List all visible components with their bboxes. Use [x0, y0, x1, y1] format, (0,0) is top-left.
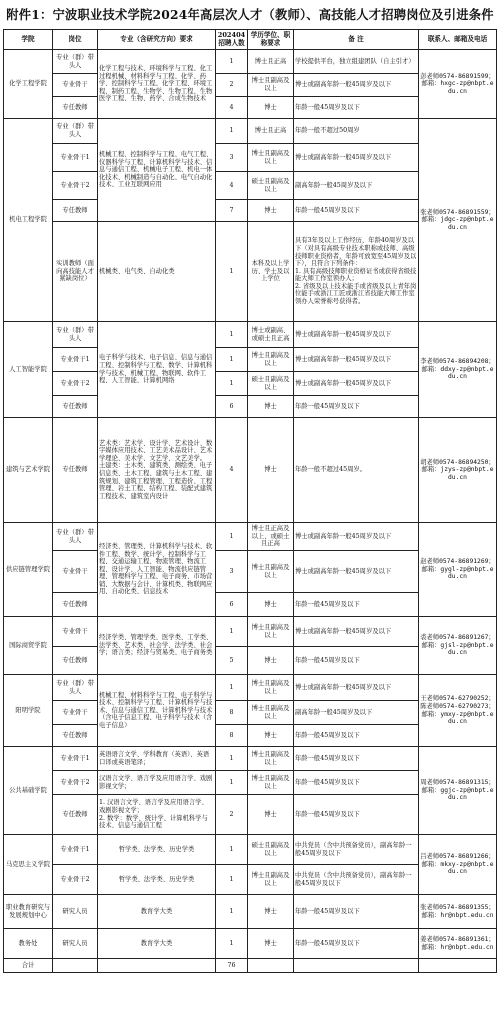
post-cell: 专业（群）带头人	[53, 119, 98, 144]
contact-cell: 张老师0574-86891355；邮箱：hr@nbpt.edu.cn	[419, 895, 497, 929]
degree-cell: 博士	[248, 795, 294, 835]
note-cell: 博士或副高年龄一般45周岁及以下	[294, 348, 419, 372]
total-label: 合计	[4, 959, 53, 973]
post-cell: 专业骨干2	[53, 372, 98, 396]
note-cell: 年龄一般45周岁及以下	[294, 97, 419, 119]
post-cell: 专任教师	[53, 593, 98, 617]
major-cell: 哲学类、法学类、历史学类	[98, 865, 216, 895]
count-cell: 4	[216, 418, 248, 523]
degree-cell: 博士且副高及以上	[248, 865, 294, 895]
note-cell: 年龄一般45周岁及以下	[294, 396, 419, 418]
post-cell: 专业（群）带头人	[53, 675, 98, 701]
note-cell: 年龄一般45周岁及以下	[294, 200, 419, 222]
note-cell: 博士或副高年龄一般45周岁及以下	[294, 617, 419, 647]
table-row	[4, 50, 497, 74]
post-cell: 实训教师（面向高技能人才紧缺岗位）	[53, 222, 98, 322]
degree-cell: 博士	[248, 418, 294, 523]
major-cell: 教育学大类	[98, 895, 216, 929]
college-cell: 国际商贸学院	[4, 617, 53, 675]
header-major: 专业（含研究方向）要求	[98, 30, 216, 50]
college-cell: 公共基础学院	[4, 747, 53, 835]
major-cell: 汉语言文学、语言学及应用语言学、戏剧影视文学；	[98, 771, 216, 795]
count-cell: 2	[216, 795, 248, 835]
header-degree: 学历学位、职称要求	[248, 30, 294, 50]
note-cell: 中共党员（含中共预备党员），副高年龄一般45周岁及以下	[294, 835, 419, 865]
post-cell: 专业骨干2	[53, 771, 98, 795]
post-cell: 专任教师	[53, 647, 98, 675]
post-cell: 专业（群）带头人	[53, 50, 98, 74]
empty-cell	[294, 959, 419, 973]
college-cell: 建筑与艺术学院	[4, 418, 53, 523]
major-cell: 电子科学与技术、电子信息、信息与通信工程、控制科学与工程、数学、计算机科学与技术、机械工程、物联网、软件工程、人工智能、计算机网络	[98, 322, 216, 418]
count-cell: 1	[216, 617, 248, 647]
table-row	[4, 747, 497, 771]
header-row	[4, 30, 497, 50]
table-row	[4, 675, 497, 701]
degree-cell: 博士且正高及以上、或硕士且正高	[248, 523, 294, 551]
table-row	[4, 322, 497, 348]
major-cell: 机械工程、控制科学与工程、电气工程、仪器科学与工程、计算机科学与技术、信息与通信工程、机械电子工程、机电一体化技术、机械制造与自动化、电气自动化技术、工业互联网应用	[98, 119, 216, 222]
count-cell: 1	[216, 222, 248, 322]
header-contact: 联系人、邮箱及电话	[419, 30, 497, 50]
table-row	[4, 895, 497, 929]
note-cell: 博士或副高年龄一般45周岁及以下	[294, 144, 419, 172]
degree-cell: 博士且副高及以上	[248, 551, 294, 593]
post-cell: 专业（群）带头人	[53, 322, 98, 348]
note-cell: 年龄一般45周岁及以下	[294, 647, 419, 675]
contact-cell: 裘老师0574-86891267；邮箱：gjsl-zp@nbpt.edu.cn	[419, 617, 497, 675]
post-cell: 专任教师	[53, 418, 98, 523]
post-cell: 专业骨干	[53, 551, 98, 593]
major-cell: 哲学类、法学类、历史学类	[98, 835, 216, 865]
degree-cell: 博士且副高及以上	[248, 771, 294, 795]
contact-cell: 张老师0574-86891559；邮箱：jdgc-zp@nbpt.edu.cn	[419, 119, 497, 322]
degree-cell: 博士	[248, 929, 294, 959]
note-cell: 博士或副高年龄一般45周岁及以下	[294, 523, 419, 551]
college-cell: 人工智能学院	[4, 322, 53, 418]
total-count: 76	[216, 959, 248, 973]
post-cell: 研究人员	[53, 895, 98, 929]
note-cell: 博士或副高年龄一般45周岁及以下	[294, 372, 419, 396]
note-cell: 年龄一般45周岁及以下	[294, 593, 419, 617]
major-cell: 经济类、管理类、计算机科学与技术、软件工程、数学、统计学、控制科学与工程、交通运输工程、物流管理、物流工程、设计学、人工智能、物流供应链管理、管理科学与工程、电子商务、市场营销、大数据与会计、计算机类、物联网应用、自动化类、信息技术	[98, 523, 216, 617]
empty-cell	[419, 959, 497, 973]
degree-cell: 博士	[248, 895, 294, 929]
post-cell: 专任教师	[53, 795, 98, 835]
degree-cell: 博士	[248, 97, 294, 119]
post-cell: 专业骨干1	[53, 835, 98, 865]
note-cell: 博士或副高年龄一般45周岁及以下	[294, 322, 419, 348]
major-cell: 1. 汉语言文学、语言学及应用语言学、戏剧影视文学； 2. 数学：数学、统计学、计算机科学与技术、信息与通信工程	[98, 795, 216, 835]
post-cell: 专业骨干	[53, 701, 98, 725]
empty-cell	[53, 959, 98, 973]
table-row	[4, 835, 497, 865]
major-cell: 教育学大类	[98, 929, 216, 959]
note-cell: 年龄一般45周岁及以下	[294, 795, 419, 835]
note-cell: 博士或副高年龄一般45周岁及以下	[294, 675, 419, 701]
degree-cell: 硕士且副高及以上	[248, 372, 294, 396]
contact-cell: 姜老师0574-86891361；邮箱：hr@nbpt.edu.cn	[419, 929, 497, 959]
major-cell: 机械工程、材料科学与工程、电子科学与技术、控制科学与工程、计算机科学与技术、信息与通信工程、计算机科学与技术（含电子信息工程、电子科学与技术（含电子信息）	[98, 675, 216, 747]
degree-cell: 博士且副高及以上	[248, 74, 294, 97]
empty-cell	[248, 959, 294, 973]
table-row	[4, 523, 497, 551]
college-cell: 供应链管理学院	[4, 523, 53, 617]
empty-cell	[98, 959, 216, 973]
table-row	[4, 119, 497, 144]
header-count: 202404招聘人数	[216, 30, 248, 50]
note-cell: 年龄一般不超过45周岁。	[294, 418, 419, 523]
post-cell: 专任教师	[53, 725, 98, 747]
post-cell: 专业骨干1	[53, 144, 98, 172]
note-cell: 具有3年及以上工作经历，年龄40周岁及以下（对具有高级专业技术职称或技师、高级技师职业资格者，年龄可放宽至45周岁及以下），且符合下列条件： 1. 具有高级技师职业资格证书或获得省级技能大师工作室领办人； 2. 省级及以上技术能手或省级及以上青年岗位能手或浙江工匠或浙江省技能大师工作室领办人荣誉称号获得者。	[294, 222, 419, 322]
post-cell: 专业骨干2	[53, 865, 98, 895]
note-cell: 博士或副高年龄一般45周岁及以下	[294, 74, 419, 97]
header-post: 岗位	[53, 30, 98, 50]
post-cell: 研究人员	[53, 929, 98, 959]
note-cell: 年龄一般45周岁及以下	[294, 929, 419, 959]
contact-cell: 王老师0574-62790252；陈老师0574-62790273；邮箱：ymxy-zp@nbpt.edu.cn	[419, 675, 497, 747]
count-cell: 8	[216, 701, 248, 725]
post-cell: 专业骨干1	[53, 747, 98, 771]
post-cell: 专业（群）带头人	[53, 523, 98, 551]
note-cell: 年龄一般45周岁及以下	[294, 771, 419, 795]
contact-cell: 吕老师0574-86891266；邮箱：mkxy-zp@nbpt.edu.cn	[419, 835, 497, 895]
note-cell: 博士或副高年龄一般45周岁及以下	[294, 551, 419, 593]
degree-cell: 博士且副高及以上	[248, 144, 294, 172]
document-title: 附件1：宁波职业技术学院2024年高层次人才（教师）、高技能人才招聘岗位及引进条件	[6, 7, 494, 22]
count-cell: 7	[216, 200, 248, 222]
count-cell: 1	[216, 895, 248, 929]
note-cell: 年龄一般不超过50周岁	[294, 119, 419, 144]
count-cell: 1	[216, 929, 248, 959]
note-cell: 学校提供平台，独立组建团队（自主引才）	[294, 50, 419, 74]
degree-cell: 博士	[248, 647, 294, 675]
count-cell: 1	[216, 372, 248, 396]
degree-cell: 博士且正高	[248, 50, 294, 74]
major-cell: 化学工程与技术、环境科学与工程、化工过程机械、材料科学与工程、化学、药学、控制科学与工程、化学工程、环境工程、制药工程、生物学、生物工程、生物医学工程、生物、药学、合成生物技术	[98, 50, 216, 119]
count-cell: 3	[216, 551, 248, 593]
post-cell: 专业骨干	[53, 74, 98, 97]
table-row	[4, 617, 497, 647]
post-cell: 专业骨干	[53, 617, 98, 647]
degree-cell: 博士且副高及以上	[248, 348, 294, 372]
degree-cell: 博士	[248, 396, 294, 418]
count-cell: 3	[216, 144, 248, 172]
major-cell: 机械类、电气类、自动化类	[98, 222, 216, 322]
post-cell: 专任教师	[53, 200, 98, 222]
degree-cell: 硕士且副高及以上	[248, 172, 294, 200]
note-cell: 年龄一般45周岁及以下	[294, 725, 419, 747]
table-row	[4, 929, 497, 959]
count-cell: 2	[216, 74, 248, 97]
college-cell: 阳明学院	[4, 675, 53, 747]
note-cell: 年龄一般45周岁及以下	[294, 895, 419, 929]
count-cell: 4	[216, 172, 248, 200]
degree-cell: 博士或副高、或硕士且正高	[248, 322, 294, 348]
post-cell: 专任教师	[53, 97, 98, 119]
note-cell: 中共党员（含中共预备党员），副高年龄一般45周岁及以下	[294, 865, 419, 895]
degree-cell: 博士且副高及以上	[248, 675, 294, 701]
header-college: 学院	[4, 30, 53, 50]
college-cell: 机电工程学院	[4, 119, 53, 322]
note-cell: 副高年龄一般45周岁及以下	[294, 701, 419, 725]
post-cell: 专任教师	[53, 396, 98, 418]
count-cell: 1	[216, 348, 248, 372]
table-row	[4, 418, 497, 523]
count-cell: 6	[216, 593, 248, 617]
degree-cell: 博士且正高	[248, 119, 294, 144]
degree-cell: 博士且副高及以上	[248, 617, 294, 647]
count-cell: 1	[216, 865, 248, 895]
count-cell: 1	[216, 322, 248, 348]
degree-cell: 博士	[248, 200, 294, 222]
contact-cell: 彭老师0574-86891599；邮箱：hxgc-zp@nbpt.edu.cn	[419, 50, 497, 119]
count-cell: 6	[216, 396, 248, 418]
count-cell: 1	[216, 747, 248, 771]
post-cell: 专业骨干1	[53, 348, 98, 372]
count-cell: 1	[216, 835, 248, 865]
degree-cell: 博士	[248, 593, 294, 617]
degree-cell: 博士且副高及以上	[248, 701, 294, 725]
count-cell: 8	[216, 725, 248, 747]
count-cell: 4	[216, 97, 248, 119]
degree-cell: 本科及以上学历、学士及以上学位	[248, 222, 294, 322]
college-cell: 马克思主义学院	[4, 835, 53, 895]
major-cell: 经济学类、管理学类、医学类、工学类、法学类、艺术类、社会学、法学类、社会学；语言类；经济与贸易类、电子商务类	[98, 617, 216, 675]
count-cell: 1	[216, 119, 248, 144]
contact-cell: 胡老师0574-86894250；邮箱：jzys-zp@nbpt.edu.cn	[419, 418, 497, 523]
note-cell: 年龄一般45周岁及以下	[294, 747, 419, 771]
college-cell: 职业教育研究与发展规划中心	[4, 895, 53, 929]
contact-cell: 周老师0574-86891315；邮箱：ggjc-zp@nbpt.edu.cn	[419, 747, 497, 835]
total-row	[4, 959, 497, 973]
count-cell: 5	[216, 647, 248, 675]
major-cell: 艺术类：艺术学、设计学、艺术设计、数字媒体应用技术、工艺美术品设计、艺术学理论、美术学、文艺学、文艺美学。 土建类：土木类、建筑类、测绘类、电子信息类、土木工程、建筑与土木工程、建筑规划、建筑工程管理、工程造价、工程管理、岩土工程、结构工程、装配式建筑工程技术、建筑室内设计	[98, 418, 216, 523]
college-cell: 化学工程学院	[4, 50, 53, 119]
major-cell: 英语语言文学、学科教育（英语）、英语口译或英语笔译；	[98, 747, 216, 771]
count-cell: 1	[216, 771, 248, 795]
degree-cell: 博士且副高及以上	[248, 747, 294, 771]
count-cell: 1	[216, 523, 248, 551]
post-cell: 专业骨干2	[53, 172, 98, 200]
degree-cell: 硕士且副高及以上	[248, 835, 294, 865]
count-cell: 1	[216, 675, 248, 701]
contact-cell: 赵老师0574-86891269；邮箱：gygl-zp@nbpt.edu.cn	[419, 523, 497, 617]
recruitment-table	[3, 29, 497, 973]
college-cell: 教务处	[4, 929, 53, 959]
header-note: 备 注	[294, 30, 419, 50]
degree-cell: 博士	[248, 725, 294, 747]
count-cell: 1	[216, 50, 248, 74]
note-cell: 副高年龄一般45周岁及以下	[294, 172, 419, 200]
contact-cell: 李老师0574-86894208；邮箱：ddxy-zp@nbpt.edu.cn	[419, 322, 497, 418]
